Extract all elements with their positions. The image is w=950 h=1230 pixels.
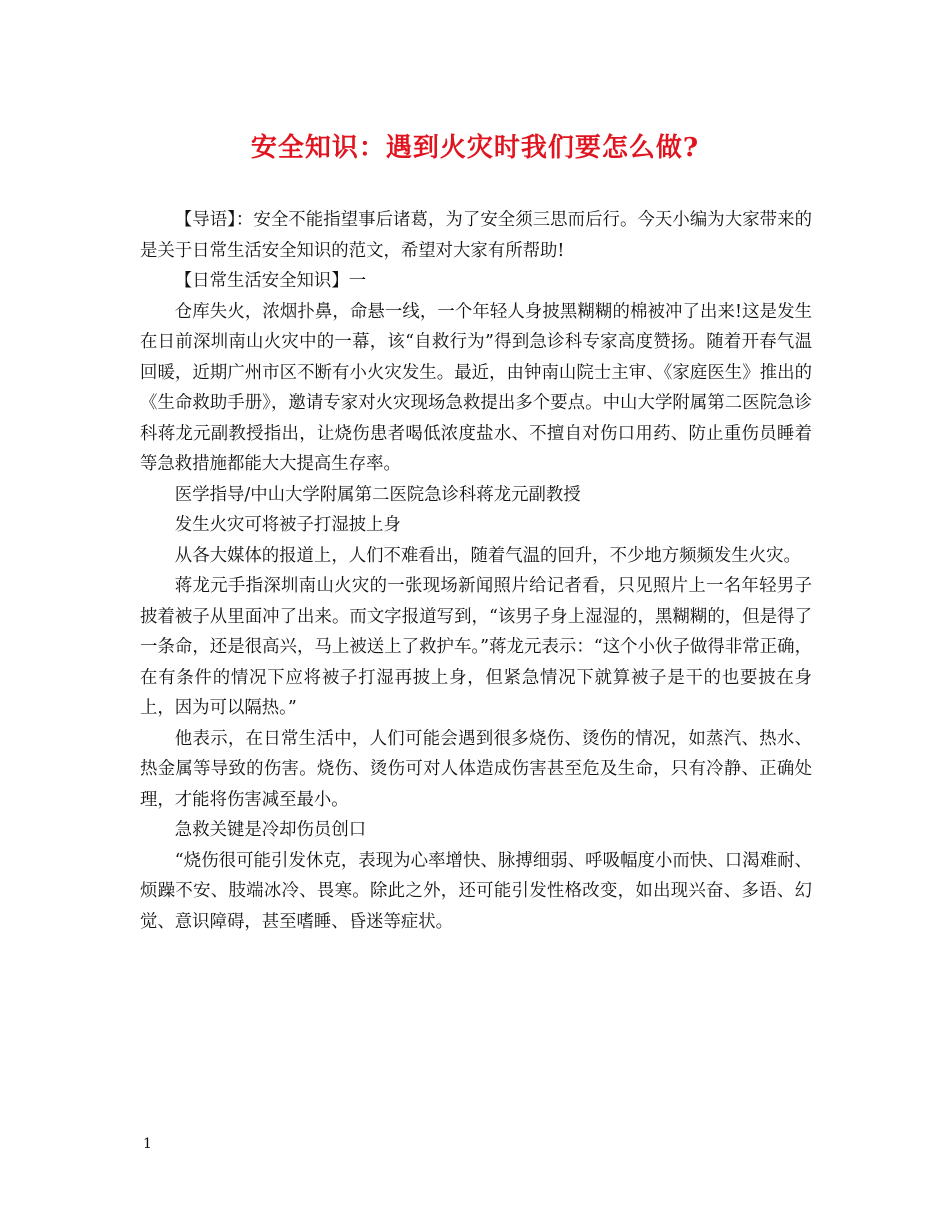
paragraph-section-heading: 【日常生活安全知识】一 <box>174 271 367 291</box>
document-title: 安全知识：遇到火灾时我们要怎么做? <box>250 133 700 163</box>
paragraph-subheading-wet-quilt: 发生火灾可将被子打湿披上身 <box>174 515 401 535</box>
page-number: 1 <box>143 1136 152 1152</box>
paragraph-intro: 【导语】：安全不能指望事后诸葛，为了安全须三思而后行。今天小编为大家带来的是关于日常生活安全知识的范文，希望对大家有所帮助! <box>140 210 812 261</box>
paragraph-daily-burns: 他表示，在日常生活中，人们可能会遇到很多烧伤、烫伤的情况，如蒸汽、热水、热金属等导致的伤害。烧伤、烫伤可对人体造成伤害甚至危及生命，只有冷静、正确处理，才能将伤害减至最小。 <box>140 728 812 810</box>
paragraph-subheading-cooling: 急救关键是冷却伤员创口 <box>174 820 367 840</box>
paragraph-shock-symptoms: “烧伤很可能引发休克，表现为心率增快、脉搏细弱、呼吸幅度小而快、口渴难耐、烦躁不安、肢端冰冷、畏寒。除此之外，还可能引发性格改变，如出现兴奋、多语、幻觉、意识障碍，甚至嗜睡、昏迷等症状。 <box>140 850 812 932</box>
paragraph-media-reports: 从各大媒体的报道上，人们不难看出，随着气温的回升，不少地方频频发生火灾。 <box>174 545 801 566</box>
document-body <box>140 205 812 937</box>
paragraph-medical-guidance: 医学指导/中山大学附属第二医院急诊科蒋龙元副教授 <box>174 484 581 505</box>
paragraph-photo-story: 蒋龙元手指深圳南山火灾的一张现场新闻照片给记者看，只见照片上一名年轻男子披着被子从里面冲了出来。而文字报道写到，“该男子身上湿湿的，黑糊糊的，但是得了一条命，还是很高兴，马上被送上了救护车。”蒋龙元表示：“这个小伙子做得非常正确，在有条件的情况下应将被子打湿再披上身，但紧急情况下就算被子是干的也要披在身上，因为可以隔热。” <box>140 576 812 718</box>
paragraph-warehouse-fire: 仓库失火，浓烟扑鼻，命悬一线，一个年轻人身披黑糊糊的棉被冲了出来!这是发生在日前深圳南山火灾中的一幕，该“自救行为”得到急诊科专家高度赞扬。随着开春气温回暖，近期广州市区不断有小火灾发生。最近，由钟南山院士主审、《家庭医生》推出的《生命救助手册》，邀请专家对火灾现场急救提出多个要点。中山大学附属第二医院急诊科蒋龙元副教授指出，让烧伤患者喝低浓度盐水、不擅自对伤口用药、防止重伤员睡着等急救措施都能大大提高生存率。 <box>140 301 812 474</box>
